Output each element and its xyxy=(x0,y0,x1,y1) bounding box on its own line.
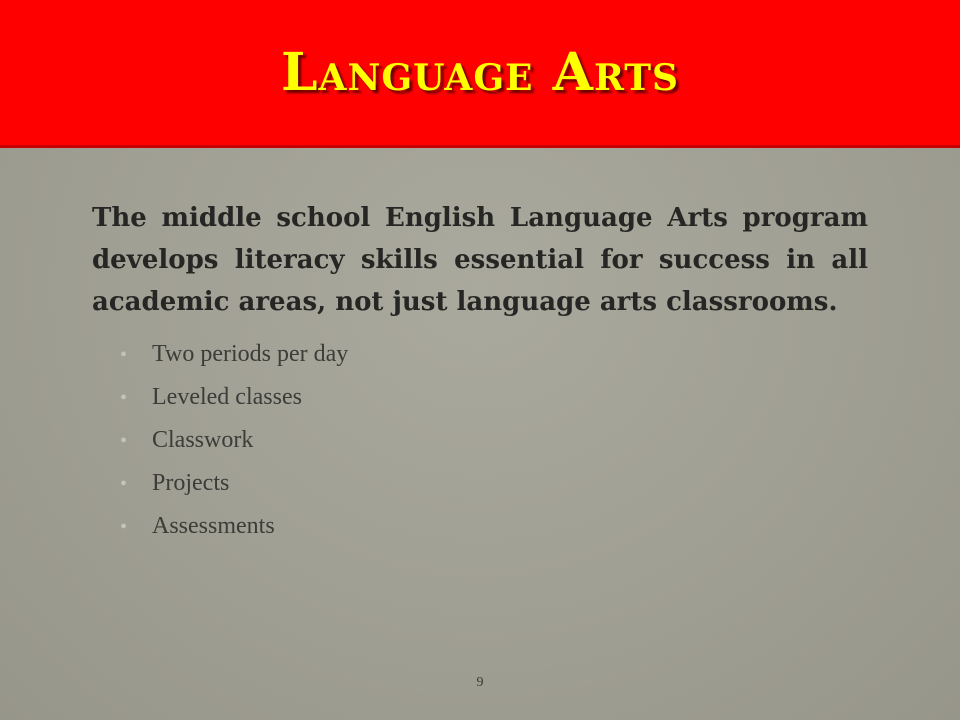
bullet-label: Projects xyxy=(152,470,230,496)
bullet-list xyxy=(120,333,348,548)
bullet-label: Leveled classes xyxy=(152,384,302,410)
bullet-icon: • xyxy=(120,344,128,366)
bullet-item xyxy=(120,462,348,505)
bullet-item xyxy=(120,376,348,419)
slide-title: Language Arts xyxy=(280,42,680,103)
bullet-item xyxy=(120,419,348,462)
bullet-item xyxy=(120,505,348,548)
bullet-icon: • xyxy=(120,387,128,409)
bullet-icon: • xyxy=(120,516,128,538)
bullet-icon: • xyxy=(120,430,128,452)
bullet-icon: • xyxy=(120,473,128,495)
bullet-item xyxy=(120,333,348,376)
page-number: 9 xyxy=(476,675,484,690)
bullet-label: Two periods per day xyxy=(152,341,349,367)
bullet-label: Classwork xyxy=(152,427,254,453)
intro-paragraph: The middle school English Language Arts program develops literacy skills essential for success in all academic areas, not just language arts classrooms. xyxy=(92,203,868,317)
bullet-label: Assessments xyxy=(152,513,275,539)
